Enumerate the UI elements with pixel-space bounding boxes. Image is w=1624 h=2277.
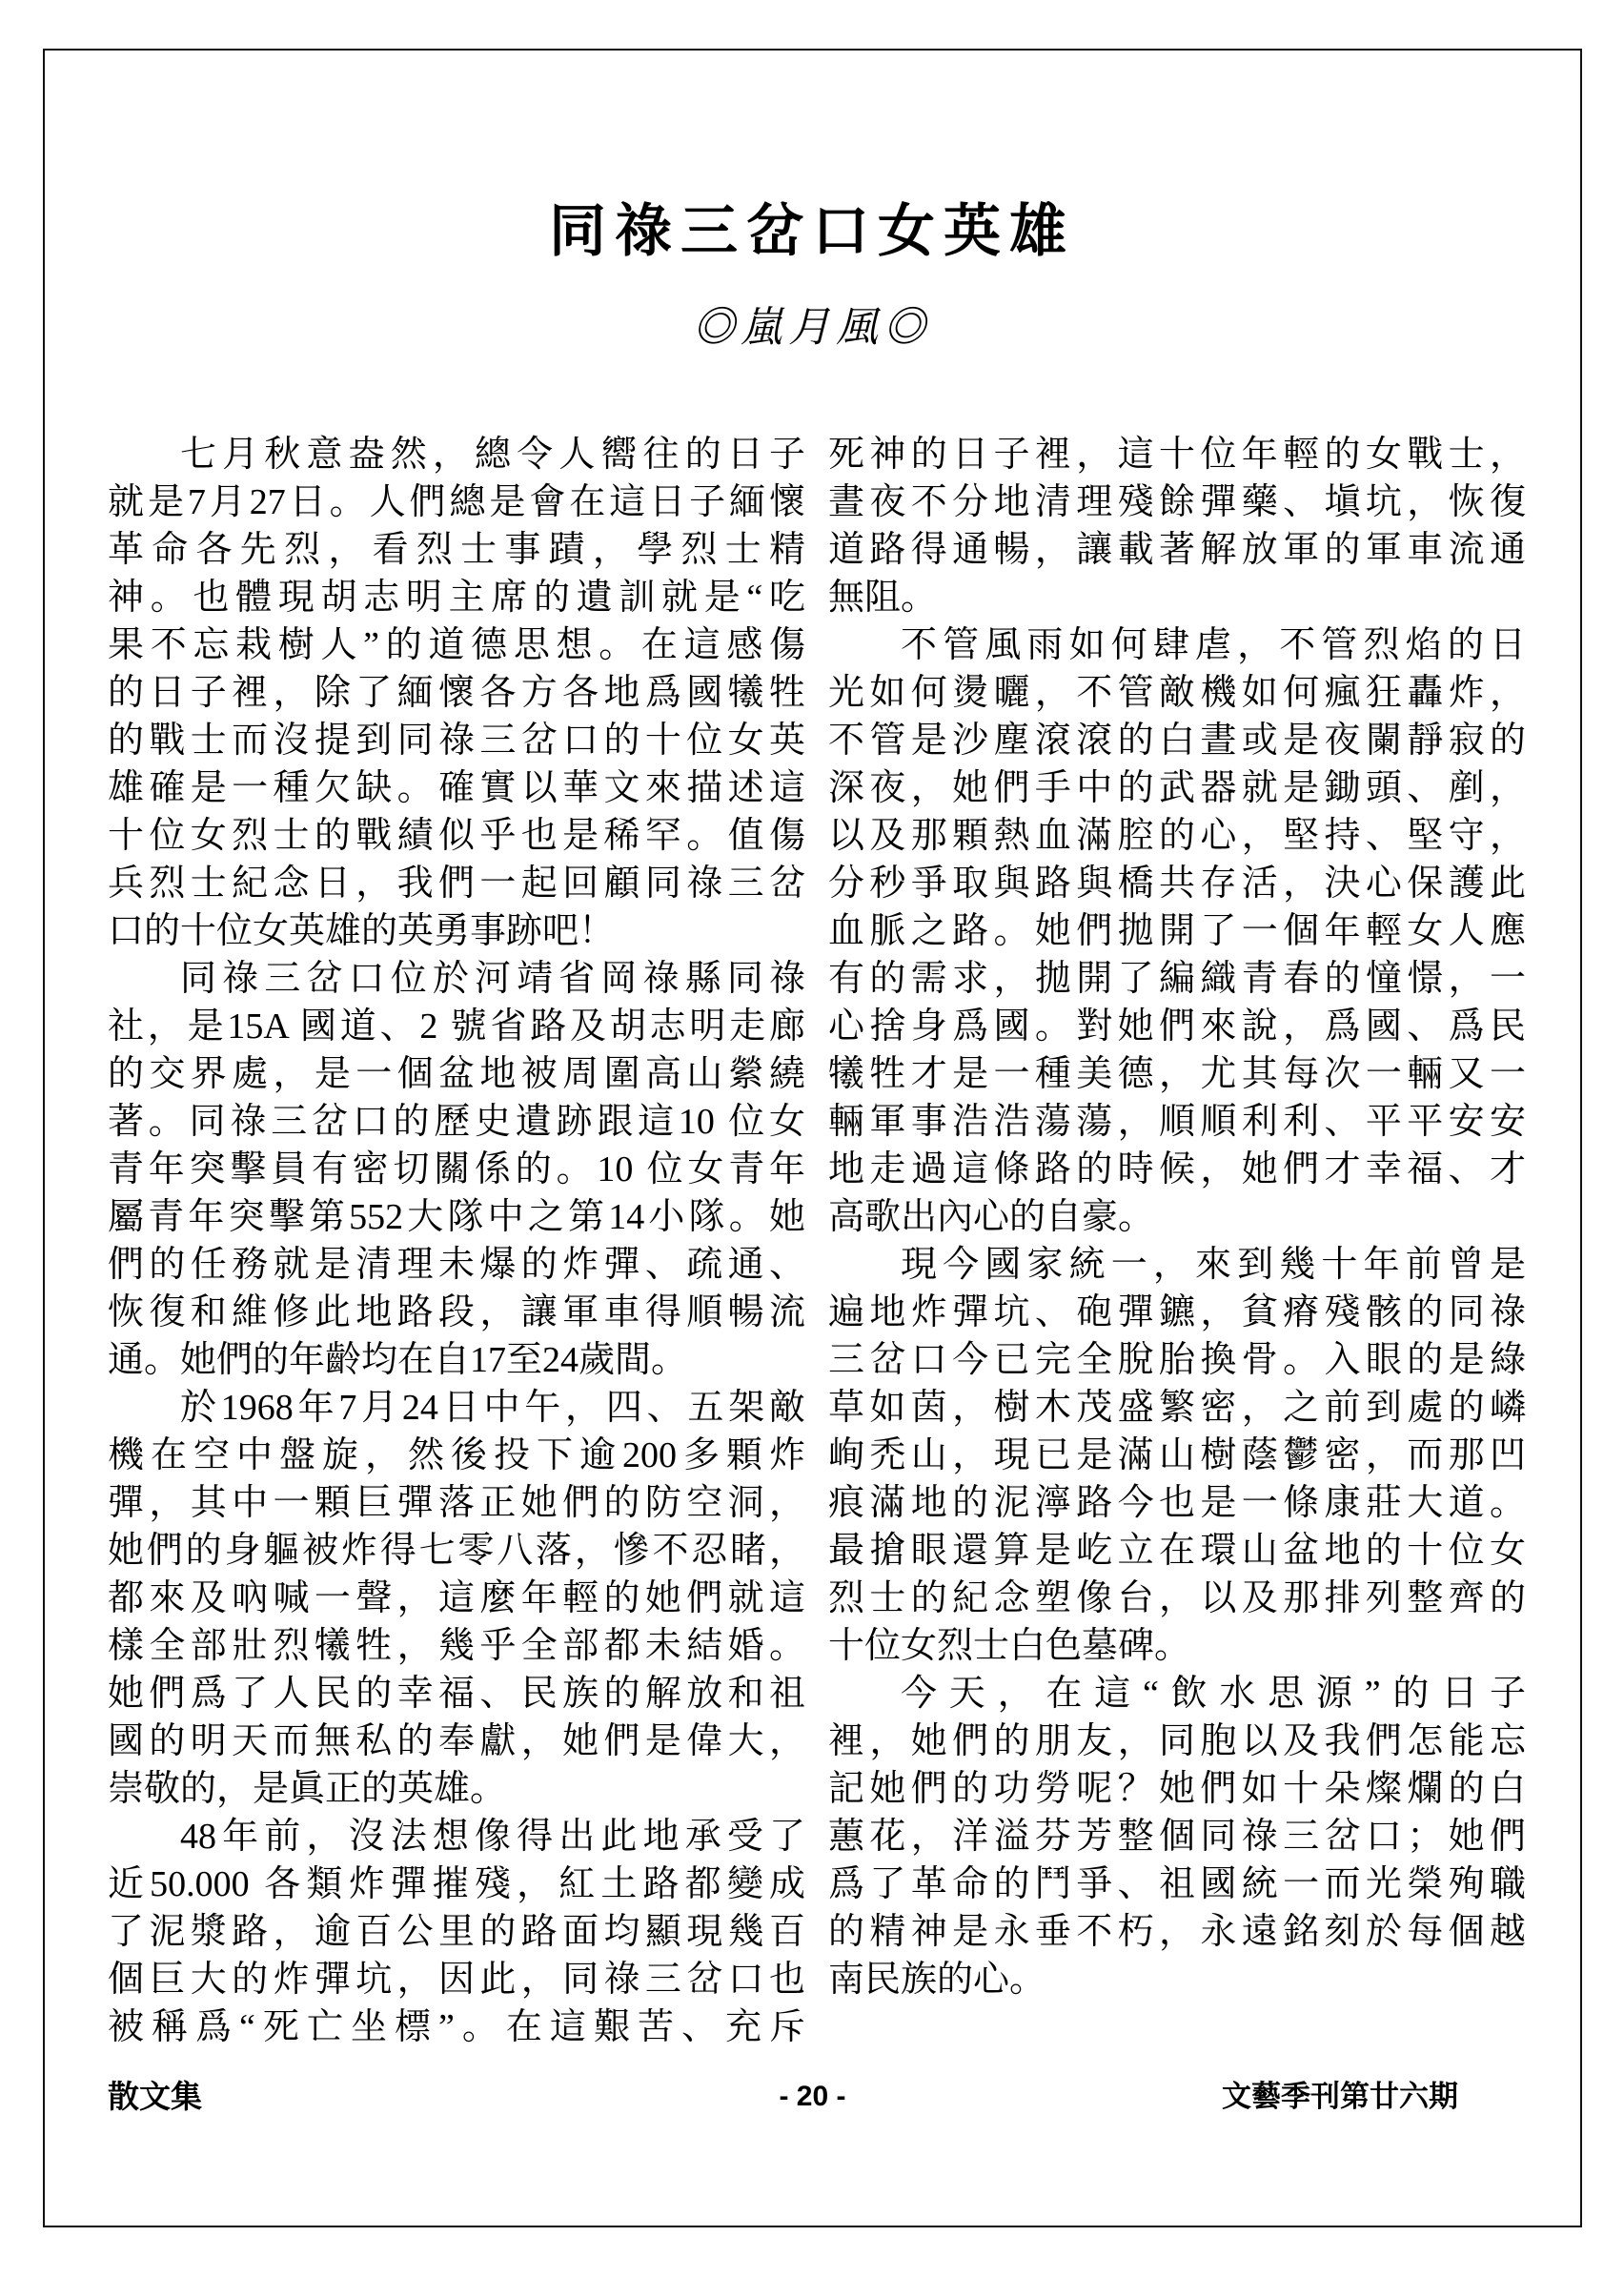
- article-body: [108, 431, 1526, 2051]
- text-line: 青年突擊員有密切關係的。10 位女青年: [108, 1149, 805, 1189]
- text-line: 不管是沙塵滾滾的白晝或是夜闌靜寂的: [828, 721, 1526, 761]
- text-line: 草如茵，樹木茂盛繁密，之前到處的嶙: [828, 1388, 1526, 1428]
- text-line: 國的明天而無私的奉獻，她們是偉大，: [108, 1721, 805, 1761]
- text-line: 屬青年突擊第552大隊中之第14小隊。她: [108, 1197, 805, 1237]
- page-footer: [43, 2078, 1582, 2122]
- text-line: 烈士的紀念塑像台，以及那排列整齊的: [828, 1578, 1526, 1618]
- text-line: 的日子裡，除了緬懷各方各地爲國犧牲: [108, 673, 805, 713]
- text-line: 光如何燙曬，不管敵機如何瘋狂轟炸，: [828, 673, 1526, 713]
- text-line: 個巨大的炸彈坑，因此，同祿三岔口也: [108, 1960, 805, 2000]
- text-line: 就是7月27日。人們總是會在這日子緬懷: [108, 482, 805, 522]
- text-line: 通。她們的年齡均在自17至24歲間。: [108, 1340, 688, 1380]
- text-line: 血脈之路。她們拋開了一個年輕女人應: [828, 911, 1526, 951]
- text-line: 裡，她們的朋友，同胞以及我們怎能忘: [828, 1721, 1526, 1761]
- author-byline: ◎嵐月風◎: [693, 304, 931, 351]
- text-line: 南民族的心。: [828, 1960, 1046, 2000]
- text-line: 同祿三岔口位於河靖省岡祿縣同祿: [180, 959, 805, 999]
- text-line: 社，是15A 國道、2 號省路及胡志明走廊: [108, 1006, 805, 1047]
- text-line: 兵烈士紀念日，我們一起回顧同祿三岔: [108, 864, 805, 904]
- text-line: 口的十位女英雄的英勇事跡吧！: [108, 911, 616, 951]
- text-line: 深夜，她們手中的武器就是鋤頭、剷，: [828, 768, 1526, 808]
- text-line: 都來及吶喊一聲，這麼年輕的她們就這: [108, 1578, 805, 1618]
- text-line: 恢復和維修此地路段，讓軍車得順暢流: [108, 1292, 805, 1332]
- text-line: 的交界處，是一個盆地被周圍高山縈繞: [108, 1054, 805, 1094]
- text-column-left: [108, 431, 805, 2051]
- text-line: 們的任務就是清理未爆的炸彈、疏通、: [108, 1245, 805, 1285]
- text-line: 輛軍事浩浩蕩蕩，順順利利、平平安安: [828, 1102, 1526, 1142]
- text-line: 她們爲了人民的幸福、民族的解放和祖: [108, 1674, 805, 1714]
- text-line: 彈，其中一顆巨彈落正她們的防空洞，: [108, 1483, 805, 1523]
- text-line: 最搶眼還算是屹立在環山盆地的十位女: [828, 1531, 1526, 1571]
- text-line: 高歌出內心的自豪。: [828, 1197, 1155, 1237]
- text-line: 無阻。: [828, 578, 938, 618]
- text-line: 記她們的功勞呢？她們如十朵燦爛的白: [828, 1769, 1526, 1809]
- text-line: 機在空中盤旋，然後投下逾200多顆炸: [108, 1435, 805, 1475]
- text-line: 痕滿地的泥濘路今也是一條康莊大道。: [828, 1483, 1526, 1523]
- text-line: 分秒爭取與路與橋共存活，決心保護此: [828, 864, 1526, 904]
- text-line: 以及那顆熱血滿腔的心，堅持、堅守，: [828, 816, 1526, 856]
- text-line: 三岔口今已完全脫胎換骨。入眼的是綠: [828, 1340, 1526, 1380]
- footer-issue-label: 文藝季刊第廿六期: [1222, 2080, 1458, 2113]
- text-line: 蕙花，洋溢芬芳整個同祿三岔口；她們: [828, 1817, 1526, 1857]
- text-line: 她們的身軀被炸得七零八落，慘不忍睹，: [108, 1531, 805, 1571]
- text-line: 七月秋意盎然，總令人嚮往的日子: [180, 435, 805, 475]
- text-line: 48年前，沒法想像得出此地承受了: [180, 1817, 805, 1857]
- text-line: 近50.000 各類炸彈摧殘，紅土路都變成: [108, 1864, 805, 1904]
- text-line: 了泥漿路，逾百公里的路面均顯現幾百: [108, 1912, 805, 1952]
- text-line: 爲了革命的鬥爭、祖國統一而光榮殉職: [828, 1864, 1526, 1904]
- text-line: 被稱爲“死亡坐標”。在這艱苦、充斥: [108, 2007, 805, 2047]
- text-line: 樣全部壯烈犧牲，幾乎全部都未結婚。: [108, 1626, 805, 1666]
- text-column-right: [828, 431, 1526, 2051]
- text-line: 有的需求，拋開了編織青春的憧憬，一: [828, 959, 1526, 999]
- article-title: 同祿三岔口女英雄: [549, 200, 1075, 263]
- footer-section-label: 散文集: [108, 2079, 202, 2114]
- text-line: 死神的日子裡，這十位年輕的女戰士，: [828, 435, 1526, 475]
- text-line: 十位女烈士白色墓碑。: [828, 1626, 1191, 1666]
- text-line: 犧牲才是一種美德，尤其每次一輛又一: [828, 1054, 1526, 1094]
- page-number: - 20 -: [779, 2081, 846, 2112]
- text-line: 十位女烈士的戰績似乎也是稀罕。值傷: [108, 816, 805, 856]
- text-line: 著。同祿三岔口的歷史遺跡跟這10 位女: [108, 1102, 805, 1142]
- text-line: 遍地炸彈坑、砲彈鑣，貧瘠殘骸的同祿: [828, 1292, 1526, 1332]
- text-line: 革命各先烈，看烈士事蹟，學烈士精: [108, 530, 805, 570]
- text-line: 晝夜不分地清理殘餘彈藥、塡坑，恢復: [828, 482, 1526, 522]
- text-line: 不管風雨如何肆虐，不管烈焰的日: [901, 625, 1526, 665]
- text-line: 神。也體現胡志明主席的遺訓就是“吃: [108, 578, 805, 618]
- text-line: 峋禿山，現已是滿山樹蔭鬱密，而那凹: [828, 1435, 1526, 1475]
- text-line: 地走過這條路的時候，她們才幸福、才: [828, 1149, 1526, 1189]
- text-line: 道路得通暢，讓載著解放軍的軍車流通: [828, 530, 1526, 570]
- text-line: 今天，在這“飲水思源”的日子: [901, 1674, 1526, 1714]
- text-line: 心捨身爲國。對她們來說，爲國、爲民: [828, 1006, 1526, 1047]
- text-line: 雄確是一種欠缺。確實以華文來描述這: [108, 768, 805, 808]
- text-line: 崇敬的，是眞正的英雄。: [108, 1769, 507, 1809]
- text-line: 的精神是永垂不朽，永遠銘刻於每個越: [828, 1912, 1526, 1952]
- text-line: 果不忘栽樹人”的道德思想。在這感傷: [108, 625, 805, 665]
- text-line: 現今國家統一，來到幾十年前曾是: [901, 1245, 1526, 1285]
- text-line: 於1968年7月24日中午，四、五架敵: [180, 1388, 805, 1428]
- text-line: 的戰士而沒提到同祿三岔口的十位女英: [108, 721, 805, 761]
